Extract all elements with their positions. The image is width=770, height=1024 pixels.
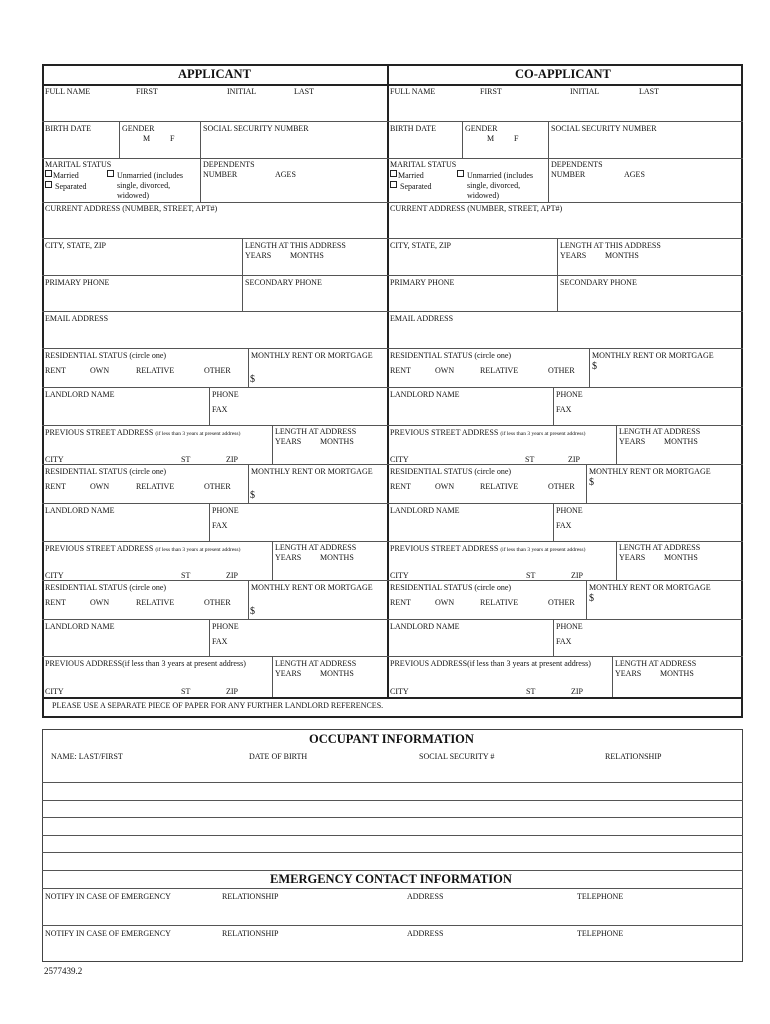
occupant-row-line <box>42 817 743 818</box>
city-state-zip-label: CITY, STATE, ZIP <box>390 241 451 250</box>
cell-divider <box>209 503 210 541</box>
dependents-number-label: NUMBER <box>551 170 586 179</box>
cell-divider <box>272 541 273 580</box>
years-label: YEARS <box>560 251 587 260</box>
residential-status-label: RESIDENTIAL STATUS (circle one) <box>390 467 512 476</box>
occupant-row-line <box>42 782 743 783</box>
other-option[interactable]: OTHER <box>548 598 575 607</box>
residential-status-label: RESIDENTIAL STATUS (circle one) <box>45 583 167 592</box>
residential-status-label: RESIDENTIAL STATUS (circle one) <box>390 351 512 360</box>
gender-m-option[interactable]: M <box>143 134 151 143</box>
emergency-telephone-label: TELEPHONE <box>577 892 624 901</box>
landlord-phone-label: PHONE <box>556 390 583 399</box>
cell-divider <box>272 656 273 697</box>
gender-label: GENDER <box>465 124 498 133</box>
years-label: YEARS <box>275 437 302 446</box>
dependents-label: DEPENDENTS <box>203 160 255 169</box>
own-option[interactable]: OWN <box>90 482 110 491</box>
row-line <box>42 275 743 276</box>
prev-street-text: PREVIOUS STREET ADDRESS <box>45 428 154 437</box>
years-label: YEARS <box>245 251 272 260</box>
row-line <box>42 697 743 699</box>
monthly-rent-label: MONTHLY RENT OR MORTGAGE <box>592 351 714 360</box>
landlord-name-label: LANDLORD NAME <box>45 622 115 631</box>
occupant-row-line <box>42 800 743 801</box>
rent-option[interactable]: RENT <box>45 366 66 375</box>
own-option[interactable]: OWN <box>435 598 455 607</box>
own-option[interactable]: OWN <box>90 598 110 607</box>
row-line <box>42 503 743 504</box>
married-label: Married <box>53 171 79 180</box>
cell-divider <box>272 425 273 464</box>
checkbox-icon[interactable] <box>45 181 52 188</box>
row-line <box>42 121 743 122</box>
cell-divider <box>248 580 249 619</box>
prev-address-label: PREVIOUS ADDRESS(if less than 3 years at present address) <box>45 659 246 668</box>
primary-phone-label: PRIMARY PHONE <box>45 278 110 287</box>
occupant-relationship-label: RELATIONSHIP <box>605 752 662 761</box>
current-address-label: CURRENT ADDRESS (NUMBER, STREET, APT#) <box>45 204 218 213</box>
landlord-phone-label: PHONE <box>212 622 239 631</box>
months-label: MONTHS <box>664 437 698 446</box>
occupant-row-line <box>42 835 743 836</box>
landlord-name-label: LANDLORD NAME <box>45 390 115 399</box>
relative-option[interactable]: RELATIVE <box>480 482 519 491</box>
initial-label: INITIAL <box>227 87 257 96</box>
dependents-number-label: NUMBER <box>203 170 238 179</box>
row-line <box>42 619 743 620</box>
cell-divider <box>248 464 249 503</box>
landlord-references-note: PLEASE USE A SEPARATE PIECE OF PAPER FOR ANY FURTHER LANDLORD REFERENCES. <box>52 701 384 710</box>
separated-checkbox[interactable] <box>45 181 87 192</box>
prev-street-text: PREVIOUS STREET ADDRESS <box>390 428 499 437</box>
prev-street-note: (if less than 3 years at present address) <box>155 547 241 553</box>
own-option[interactable]: OWN <box>435 482 455 491</box>
emergency-address-label: ADDRESS <box>407 892 444 901</box>
monthly-rent-label: MONTHLY RENT OR MORTGAGE <box>251 467 373 476</box>
zip-label: ZIP <box>568 455 580 464</box>
city-label: CITY <box>45 687 64 696</box>
rent-option[interactable]: RENT <box>45 598 66 607</box>
emergency-row-line <box>42 925 743 926</box>
zip-label: ZIP <box>226 455 238 464</box>
dependents-ages-label: AGES <box>624 170 645 179</box>
cell-divider <box>616 541 617 580</box>
landlord-fax-label: FAX <box>212 637 228 646</box>
years-label: YEARS <box>275 553 302 562</box>
full-name-label: FULL NAME <box>45 87 91 96</box>
prev-street-note: (if less than 3 years at present address) <box>500 547 586 553</box>
length-at-address-label: LENGTH AT THIS ADDRESS <box>245 241 346 250</box>
cell-divider <box>553 503 554 541</box>
ssn-label: SOCIAL SECURITY NUMBER <box>551 124 657 133</box>
st-label: ST <box>181 687 191 696</box>
occupant-emergency-frame <box>42 729 743 962</box>
city-label: CITY <box>390 571 409 580</box>
row-line <box>42 656 743 657</box>
gender-f-option[interactable]: F <box>170 134 175 143</box>
own-option[interactable]: OWN <box>435 366 455 375</box>
cell-divider <box>553 619 554 656</box>
first-label: FIRST <box>480 87 502 96</box>
cell-divider <box>586 580 587 619</box>
row-line <box>42 202 743 203</box>
residential-status-label: RESIDENTIAL STATUS (circle one) <box>45 351 167 360</box>
st-label: ST <box>181 571 191 580</box>
relative-option[interactable]: RELATIVE <box>480 366 519 375</box>
prev-street-label <box>390 544 585 555</box>
unmarried-label: Unmarried (includes <box>117 171 183 180</box>
st-label: ST <box>181 455 191 464</box>
cell-divider <box>553 387 554 425</box>
monthly-rent-label: MONTHLY RENT OR MORTGAGE <box>251 351 373 360</box>
zip-label: ZIP <box>226 571 238 580</box>
residential-status-label: RESIDENTIAL STATUS (circle one) <box>390 583 512 592</box>
row-line <box>42 311 743 312</box>
length-at-address-label: LENGTH AT ADDRESS <box>275 659 357 668</box>
last-label: LAST <box>639 87 659 96</box>
landlord-phone-label: PHONE <box>212 506 239 515</box>
emergency-row-line <box>42 888 743 889</box>
years-label: YEARS <box>615 669 642 678</box>
row-line <box>42 238 743 239</box>
birth-date-label: BIRTH DATE <box>390 124 436 133</box>
gender-label: GENDER <box>122 124 155 133</box>
checkbox-icon[interactable] <box>457 170 464 177</box>
cell-divider <box>248 348 249 387</box>
length-at-address-label: LENGTH AT ADDRESS <box>275 543 357 552</box>
zip-label: ZIP <box>571 571 583 580</box>
st-label: ST <box>526 687 536 696</box>
occupant-dob-label: DATE OF BIRTH <box>249 752 308 761</box>
prev-street-text: PREVIOUS STREET ADDRESS <box>390 544 499 553</box>
rent-option[interactable]: RENT <box>390 598 411 607</box>
landlord-name-label: LANDLORD NAME <box>45 506 115 515</box>
emergency-contact-header: EMERGENCY CONTACT INFORMATION <box>270 872 512 886</box>
email-label: EMAIL ADDRESS <box>45 314 109 323</box>
cell-divider <box>548 121 549 202</box>
other-option[interactable]: OTHER <box>548 482 575 491</box>
months-label: MONTHS <box>664 553 698 562</box>
unmarried-detail: single, divorced, <box>467 181 521 190</box>
secondary-phone-label: SECONDARY PHONE <box>560 278 637 287</box>
rent-option[interactable]: RENT <box>390 366 411 375</box>
other-option[interactable]: OTHER <box>204 598 231 607</box>
full-name-label: FULL NAME <box>390 87 436 96</box>
checkbox-icon[interactable] <box>45 170 52 177</box>
length-at-address-label: LENGTH AT THIS ADDRESS <box>560 241 661 250</box>
secondary-phone-label: SECONDARY PHONE <box>245 278 322 287</box>
separated-checkbox[interactable] <box>390 181 432 192</box>
dollar-sign: $ <box>589 477 594 488</box>
monthly-rent-label: MONTHLY RENT OR MORTGAGE <box>589 467 711 476</box>
unmarried-label: Unmarried (includes <box>467 171 533 180</box>
landlord-fax-label: FAX <box>556 637 572 646</box>
prev-street-note: (if less than 3 years at present address) <box>155 431 241 437</box>
city-label: CITY <box>45 455 64 464</box>
dependents-label: DEPENDENTS <box>551 160 603 169</box>
emergency-relationship-label: RELATIONSHIP <box>222 929 279 938</box>
relative-option[interactable]: RELATIVE <box>136 482 175 491</box>
prev-street-label <box>45 544 240 555</box>
gender-f-option[interactable]: F <box>514 134 519 143</box>
other-option[interactable]: OTHER <box>204 482 231 491</box>
other-option[interactable]: OTHER <box>204 366 231 375</box>
co-applicant-header: CO-APPLICANT <box>515 67 611 81</box>
prev-address-label: PREVIOUS ADDRESS(if less than 3 years at present address) <box>390 659 591 668</box>
occupant-row-line <box>42 870 743 871</box>
checkbox-icon[interactable] <box>390 181 397 188</box>
occupant-info-header: OCCUPANT INFORMATION <box>309 732 474 746</box>
marital-status-label: MARITAL STATUS <box>390 160 457 169</box>
zip-label: ZIP <box>226 687 238 696</box>
occupant-ssn-label: SOCIAL SECURITY # <box>419 752 495 761</box>
unmarried-checkbox[interactable] <box>457 170 533 181</box>
prev-street-label <box>45 428 240 439</box>
prev-street-note: (if less than 3 years at present address) <box>500 431 586 437</box>
separated-label: Separated <box>55 182 87 191</box>
monthly-rent-label: MONTHLY RENT OR MORTGAGE <box>251 583 373 592</box>
city-state-zip-label: CITY, STATE, ZIP <box>45 241 106 250</box>
primary-phone-label: PRIMARY PHONE <box>390 278 455 287</box>
ssn-label: SOCIAL SECURITY NUMBER <box>203 124 309 133</box>
email-label: EMAIL ADDRESS <box>390 314 454 323</box>
landlord-fax-label: FAX <box>212 405 228 414</box>
notify-emergency-label: NOTIFY IN CASE OF EMERGENCY <box>45 892 171 901</box>
rent-option[interactable]: RENT <box>45 482 66 491</box>
emergency-address-label: ADDRESS <box>407 929 444 938</box>
dollar-sign: $ <box>250 490 255 501</box>
dependents-ages-label: AGES <box>275 170 296 179</box>
months-label: MONTHS <box>290 251 324 260</box>
cell-divider <box>462 121 463 158</box>
unmarried-detail: widowed) <box>467 191 499 200</box>
initial-label: INITIAL <box>570 87 600 96</box>
first-label: FIRST <box>136 87 158 96</box>
landlord-fax-label: FAX <box>212 521 228 530</box>
header-underline <box>42 84 743 86</box>
row-line <box>42 387 743 388</box>
unmarried-checkbox[interactable] <box>107 170 183 181</box>
marital-status-label: MARITAL STATUS <box>45 160 112 169</box>
prev-street-label <box>390 428 585 439</box>
gender-m-option[interactable]: M <box>487 134 495 143</box>
years-label: YEARS <box>619 553 646 562</box>
separated-label: Separated <box>400 182 432 191</box>
cell-divider <box>616 425 617 464</box>
dollar-sign: $ <box>250 374 255 385</box>
cell-divider <box>557 238 558 311</box>
document-id: 2577439.2 <box>44 966 83 976</box>
st-label: ST <box>526 571 536 580</box>
landlord-fax-label: FAX <box>556 405 572 414</box>
length-at-address-label: LENGTH AT ADDRESS <box>615 659 697 668</box>
row-line <box>42 158 743 159</box>
residential-status-label: RESIDENTIAL STATUS (circle one) <box>45 467 167 476</box>
st-label: ST <box>525 455 535 464</box>
row-line <box>42 348 743 349</box>
months-label: MONTHS <box>660 669 694 678</box>
occupant-row-line <box>42 852 743 853</box>
months-label: MONTHS <box>320 553 354 562</box>
city-label: CITY <box>390 455 409 464</box>
row-line <box>42 541 743 542</box>
cell-divider <box>612 656 613 697</box>
current-address-label: CURRENT ADDRESS (NUMBER, STREET, APT#) <box>390 204 563 213</box>
dollar-sign: $ <box>589 593 594 604</box>
months-label: MONTHS <box>320 669 354 678</box>
married-checkbox[interactable] <box>45 170 79 181</box>
unmarried-detail: widowed) <box>117 191 149 200</box>
monthly-rent-label: MONTHLY RENT OR MORTGAGE <box>589 583 711 592</box>
relative-option[interactable]: RELATIVE <box>136 366 175 375</box>
emergency-relationship-label: RELATIONSHIP <box>222 892 279 901</box>
cell-divider <box>242 238 243 311</box>
city-label: CITY <box>390 687 409 696</box>
cell-divider <box>586 464 587 503</box>
length-at-address-label: LENGTH AT ADDRESS <box>275 427 357 436</box>
years-label: YEARS <box>275 669 302 678</box>
dollar-sign: $ <box>592 361 597 372</box>
years-label: YEARS <box>619 437 646 446</box>
landlord-phone-label: PHONE <box>556 622 583 631</box>
other-option[interactable]: OTHER <box>548 366 575 375</box>
married-checkbox[interactable] <box>390 170 424 181</box>
applicant-header: APPLICANT <box>178 67 251 81</box>
landlord-name-label: LANDLORD NAME <box>390 390 460 399</box>
unmarried-detail: single, divorced, <box>117 181 171 190</box>
cell-divider <box>589 348 590 387</box>
occupant-name-label: NAME: LAST/FIRST <box>51 752 123 761</box>
own-option[interactable]: OWN <box>90 366 110 375</box>
months-label: MONTHS <box>320 437 354 446</box>
birth-date-label: BIRTH DATE <box>45 124 91 133</box>
last-label: LAST <box>294 87 314 96</box>
landlord-name-label: LANDLORD NAME <box>390 506 460 515</box>
relative-option[interactable]: RELATIVE <box>480 598 519 607</box>
cell-divider <box>209 387 210 425</box>
months-label: MONTHS <box>605 251 639 260</box>
cell-divider <box>200 121 201 202</box>
checkbox-icon[interactable] <box>390 170 397 177</box>
landlord-phone-label: PHONE <box>212 390 239 399</box>
zip-label: ZIP <box>571 687 583 696</box>
dollar-sign: $ <box>250 606 255 617</box>
married-label: Married <box>398 171 424 180</box>
cell-divider <box>119 121 120 158</box>
emergency-telephone-label: TELEPHONE <box>577 929 624 938</box>
length-at-address-label: LENGTH AT ADDRESS <box>619 543 701 552</box>
rent-option[interactable]: RENT <box>390 482 411 491</box>
length-at-address-label: LENGTH AT ADDRESS <box>619 427 701 436</box>
notify-emergency-label: NOTIFY IN CASE OF EMERGENCY <box>45 929 171 938</box>
landlord-name-label: LANDLORD NAME <box>390 622 460 631</box>
landlord-fax-label: FAX <box>556 521 572 530</box>
checkbox-icon[interactable] <box>107 170 114 177</box>
relative-option[interactable]: RELATIVE <box>136 598 175 607</box>
prev-street-text: PREVIOUS STREET ADDRESS <box>45 544 154 553</box>
city-label: CITY <box>45 571 64 580</box>
row-line <box>42 425 743 426</box>
landlord-phone-label: PHONE <box>556 506 583 515</box>
cell-divider <box>209 619 210 656</box>
